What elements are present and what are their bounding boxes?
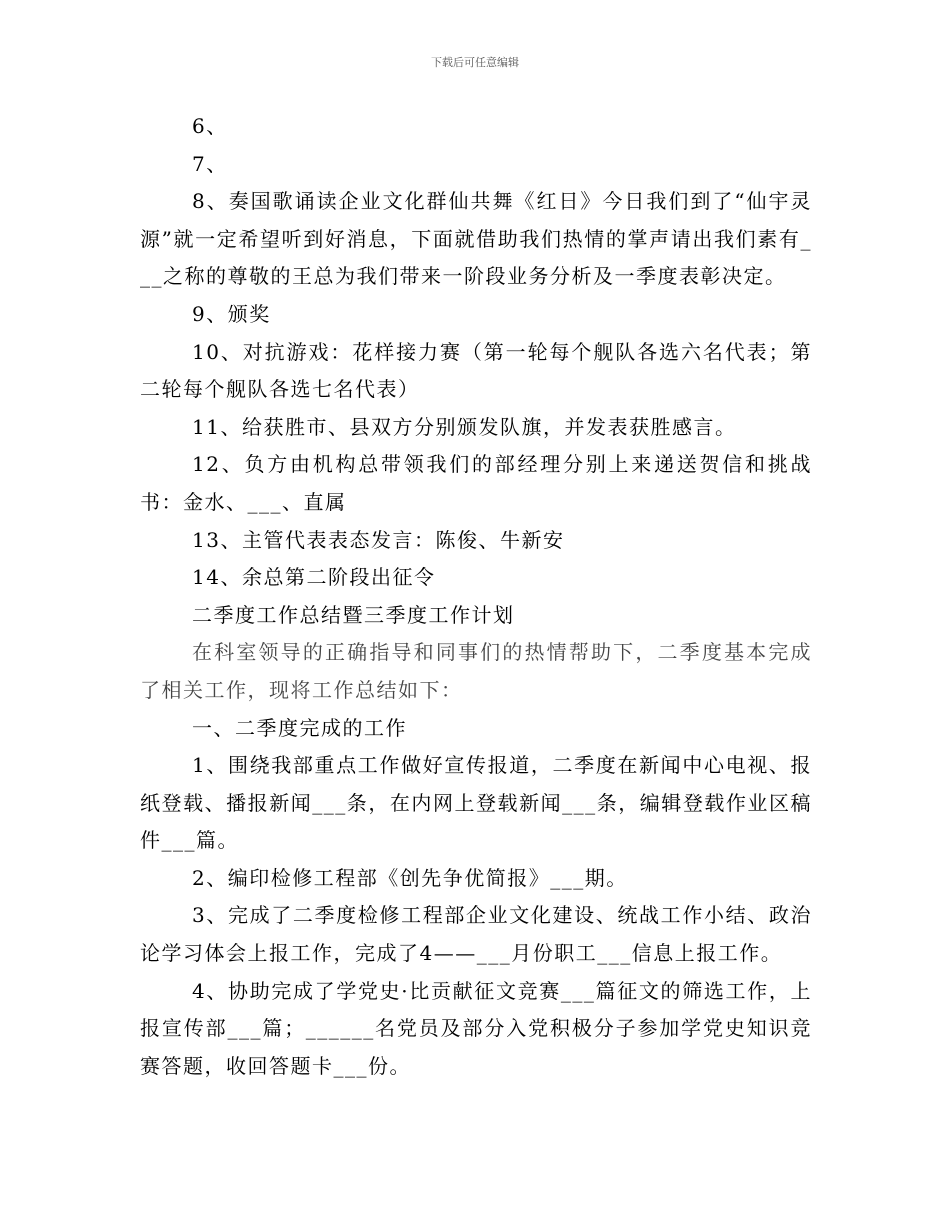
list-item-6: 6、	[192, 114, 228, 138]
intro-paragraph: 在科室领导的正确指导和同事们的热情帮助下，二季度基本完成了相关工作，现将工作总结如下：	[140, 640, 812, 702]
work-item-4: 4、协助完成了学党史·比贡献征文竞赛___篇征文的筛选工作，上报宣传部___篇；______名党员及部分入党积极分子参加学党史知识竞赛答题，收回答题卡___份。	[140, 978, 812, 1078]
list-item-14: 14、余总第二阶段出征令	[192, 565, 436, 590]
work-item-1: 1、围绕我部重点工作做好宣传报道，二季度在新闻中心电视、报纸登载、播报新闻___条，在内网上登载新闻___条，编辑登载作业区稿件___篇。	[140, 753, 812, 853]
page-header: 下载后可任意编辑	[431, 56, 519, 69]
list-item-9: 9、颁奖	[192, 301, 271, 326]
section-title: 二季度工作总结暨三季度工作计划	[192, 602, 515, 627]
work-item-3: 3、完成了二季度检修工程部企业文化建设、统战工作小结、政治论学习体会上报工作，完成了4——___月份职工___信息上报工作。	[140, 903, 812, 966]
list-item-10: 10、对抗游戏：花样接力赛（第一轮每个舰队各选六名代表；第二轮每个舰队各选七名代表）	[140, 339, 812, 402]
list-item-7: 7、	[192, 151, 228, 176]
list-item-12: 12、负方由机构总带领我们的部经理分别上来递送贺信和挑战书：金水、___、直属	[140, 452, 812, 514]
list-item-11: 11、给获胜市、县双方分别颁发队旗，并发表获胜感言。	[192, 414, 737, 439]
list-item-8: 8、奏国歌诵读企业文化群仙共舞《红日》今日我们到了“仙宇灵源”就一定希望听到好消息，下面就借助我们热情的掌声请出我们素有___之称的尊敬的王总为我们带来一阶段业务分析及一季度表彰决定。	[140, 189, 812, 289]
document-body	[140, 108, 812, 1085]
section-heading: 一、二季度完成的工作	[192, 715, 407, 740]
list-item-13: 13、主管代表表态发言：陈俊、牛新安	[192, 527, 565, 552]
work-item-2: 2、编印检修工程部《创先争优简报》___期。	[192, 865, 628, 890]
